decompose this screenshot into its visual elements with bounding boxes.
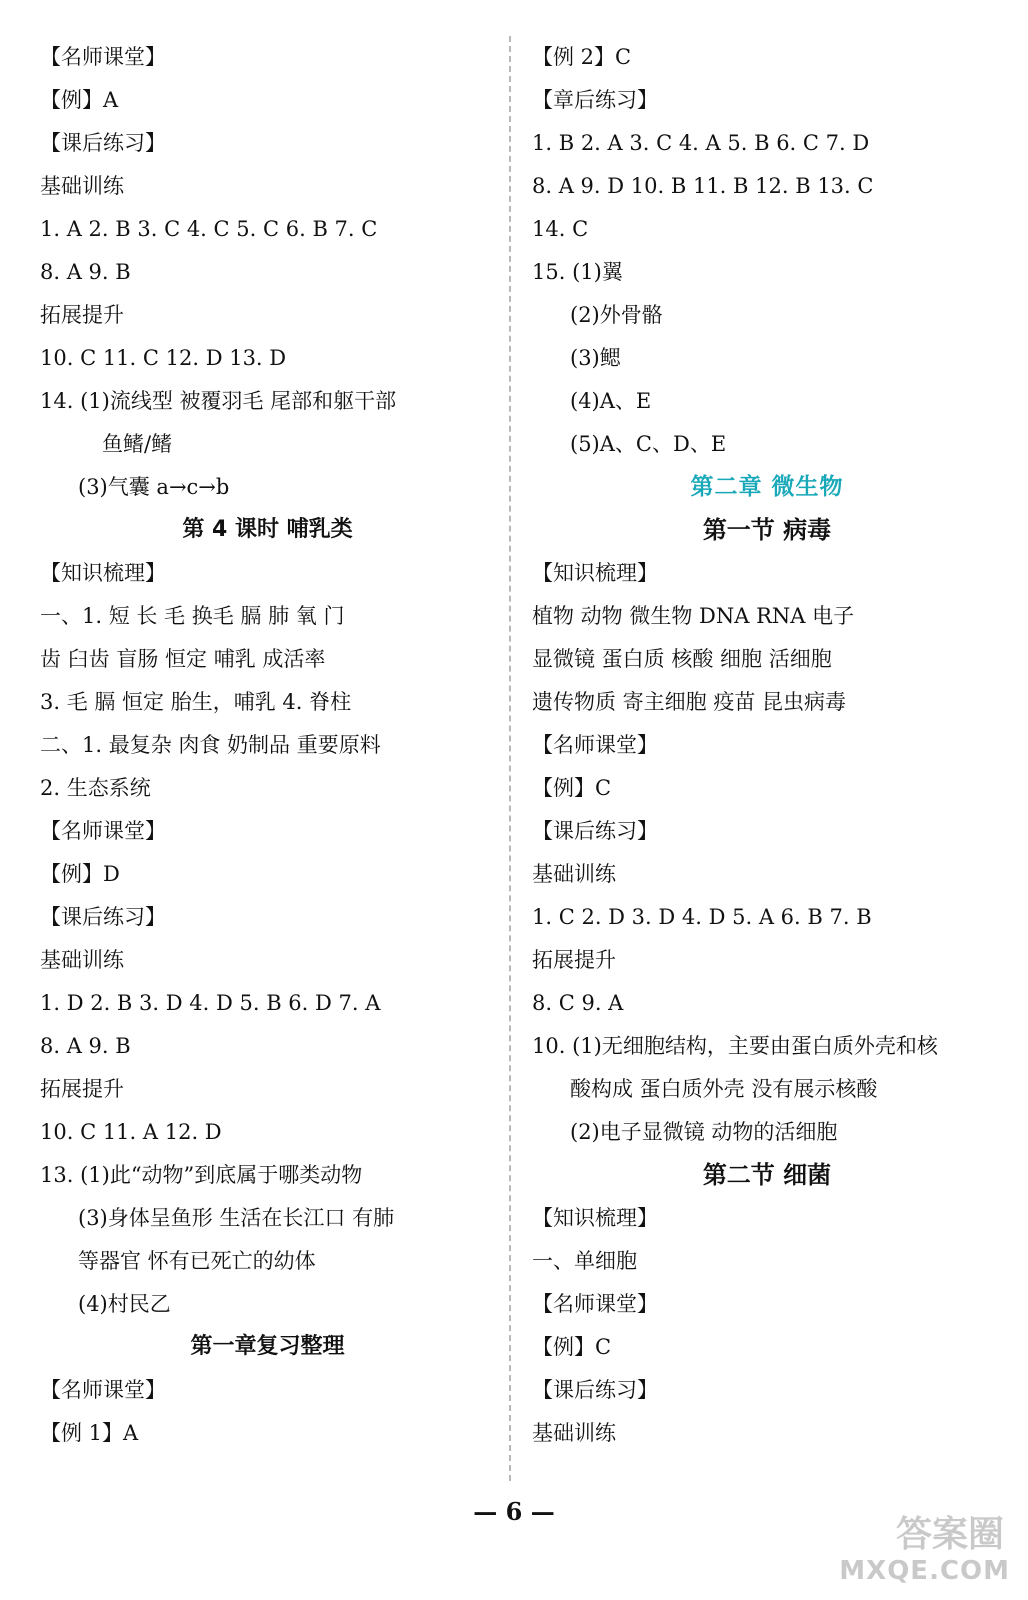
answer-line: 8. A 9. B bbox=[40, 1034, 131, 1058]
answer-line: 【课后练习】 bbox=[532, 1378, 658, 1402]
page-number: — 6 — bbox=[473, 1497, 555, 1526]
answer-line: 显微镜 蛋白质 核酸 细胞 活细胞 bbox=[532, 647, 832, 671]
answer-line: 【知识梳理】 bbox=[40, 561, 166, 585]
answer-line: 【名师课堂】 bbox=[40, 1378, 166, 1402]
answer-line: 8. A 9. D 10. B 11. B 12. B 13. C bbox=[532, 174, 874, 198]
watermark-glyphs: 答案圈 bbox=[895, 1514, 1004, 1555]
answer-line: 【课后练习】 bbox=[532, 819, 658, 843]
answer-line: 【名师课堂】 bbox=[40, 45, 166, 69]
answer-line: 【例 1】A bbox=[40, 1421, 139, 1445]
answer-line: 拓展提升 bbox=[532, 948, 616, 972]
answer-line: 【章后练习】 bbox=[532, 88, 658, 112]
answer-line: 基础训练 bbox=[40, 948, 124, 972]
answer-line: 【例 2】C bbox=[532, 45, 632, 69]
answer-line: 【名师课堂】 bbox=[532, 1292, 658, 1316]
watermark-logo bbox=[794, 1500, 1014, 1590]
answer-line: (2)电子显微镜 动物的活细胞 bbox=[570, 1120, 838, 1144]
answer-line: 齿 臼齿 盲肠 恒定 哺乳 成活率 bbox=[40, 647, 326, 671]
answer-line: (4)A、E bbox=[570, 389, 652, 413]
answer-line: 基础训练 bbox=[532, 1421, 616, 1445]
answer-line: 一、单细胞 bbox=[532, 1249, 637, 1273]
answer-line: 【例】A bbox=[40, 88, 119, 112]
answer-line: 【课后练习】 bbox=[40, 905, 166, 929]
answer-line: 酸构成 蛋白质外壳 没有展示核酸 bbox=[570, 1077, 878, 1101]
answer-line: 鱼鳍/鳍 bbox=[102, 432, 173, 456]
answer-line: 13. (1)此“动物”到底属于哪类动物 bbox=[40, 1163, 363, 1187]
answer-line: 2. 生态系统 bbox=[40, 776, 151, 800]
answer-line: 15. (1)翼 bbox=[532, 260, 623, 284]
answer-line: 10. C 11. A 12. D bbox=[40, 1120, 222, 1144]
answer-line: 1. A 2. B 3. C 4. C 5. C 6. B 7. C bbox=[40, 217, 378, 241]
answer-line: 植物 动物 微生物 DNA RNA 电子 bbox=[532, 604, 855, 628]
answer-line: (5)A、C、D、E bbox=[570, 432, 727, 456]
answer-line: 【知识梳理】 bbox=[532, 1206, 658, 1230]
answer-line: 基础训练 bbox=[40, 174, 124, 198]
answer-line: 【例】C bbox=[532, 776, 612, 800]
answer-line: 10. C 11. C 12. D 13. D bbox=[40, 346, 287, 370]
answer-line: 1. D 2. B 3. D 4. D 5. B 6. D 7. A bbox=[40, 991, 381, 1015]
answer-line: (2)外骨骼 bbox=[570, 303, 663, 327]
answer-line: 【例】D bbox=[40, 862, 120, 886]
watermark-text: MXQE.COM bbox=[839, 1556, 1010, 1586]
section-heading: 第一节 病毒 bbox=[702, 516, 832, 544]
answer-line: 1. B 2. A 3. C 4. A 5. B 6. C 7. D bbox=[532, 131, 870, 155]
section-heading: 第二节 细菌 bbox=[702, 1161, 832, 1189]
answer-line: 【知识梳理】 bbox=[532, 561, 658, 585]
answer-line: (3)身体呈鱼形 生活在长江口 有肺 bbox=[78, 1206, 395, 1230]
answer-line: (3)气囊 a→c→b bbox=[78, 475, 230, 499]
answer-line: 一、1. 短 长 毛 换毛 膈 肺 氧 门 bbox=[40, 604, 345, 628]
answer-line: 14. (1)流线型 被覆羽毛 尾部和躯干部 bbox=[40, 389, 397, 413]
left-column bbox=[40, 40, 495, 1459]
answer-line: 遗传物质 寄主细胞 疫苗 昆虫病毒 bbox=[532, 690, 847, 714]
answer-line: (4)村民乙 bbox=[78, 1292, 171, 1316]
answer-line: 拓展提升 bbox=[40, 303, 124, 327]
section-heading: 第一章复习整理 bbox=[190, 1334, 345, 1359]
answer-line: 【名师课堂】 bbox=[40, 819, 166, 843]
section-heading: 第二章 微生物 bbox=[690, 474, 844, 500]
answer-line: 【课后练习】 bbox=[40, 131, 166, 155]
right-column bbox=[532, 40, 1002, 1459]
answer-line: 基础训练 bbox=[532, 862, 616, 886]
answer-line: 1. C 2. D 3. D 4. D 5. A 6. B 7. B bbox=[532, 905, 872, 929]
answer-line: 【名师课堂】 bbox=[532, 733, 658, 757]
answer-line: 8. C 9. A bbox=[532, 991, 624, 1015]
answer-line: 等器官 怀有已死亡的幼体 bbox=[78, 1249, 316, 1273]
answer-line: 二、1. 最复杂 肉食 奶制品 重要原料 bbox=[40, 733, 381, 757]
column-divider bbox=[509, 36, 511, 1481]
answer-line: 10. (1)无细胞结构，主要由蛋白质外壳和核 bbox=[532, 1034, 938, 1058]
answer-line: 14. C bbox=[532, 217, 589, 241]
answer-line: 【例】C bbox=[532, 1335, 612, 1359]
answer-line: 8. A 9. B bbox=[40, 260, 131, 284]
section-heading: 第 4 课时 哺乳类 bbox=[182, 517, 353, 542]
answer-line: (3)鳃 bbox=[570, 346, 621, 370]
answer-line: 3. 毛 膈 恒定 胎生，哺乳 4. 脊柱 bbox=[40, 690, 352, 714]
answer-line: 拓展提升 bbox=[40, 1077, 124, 1101]
